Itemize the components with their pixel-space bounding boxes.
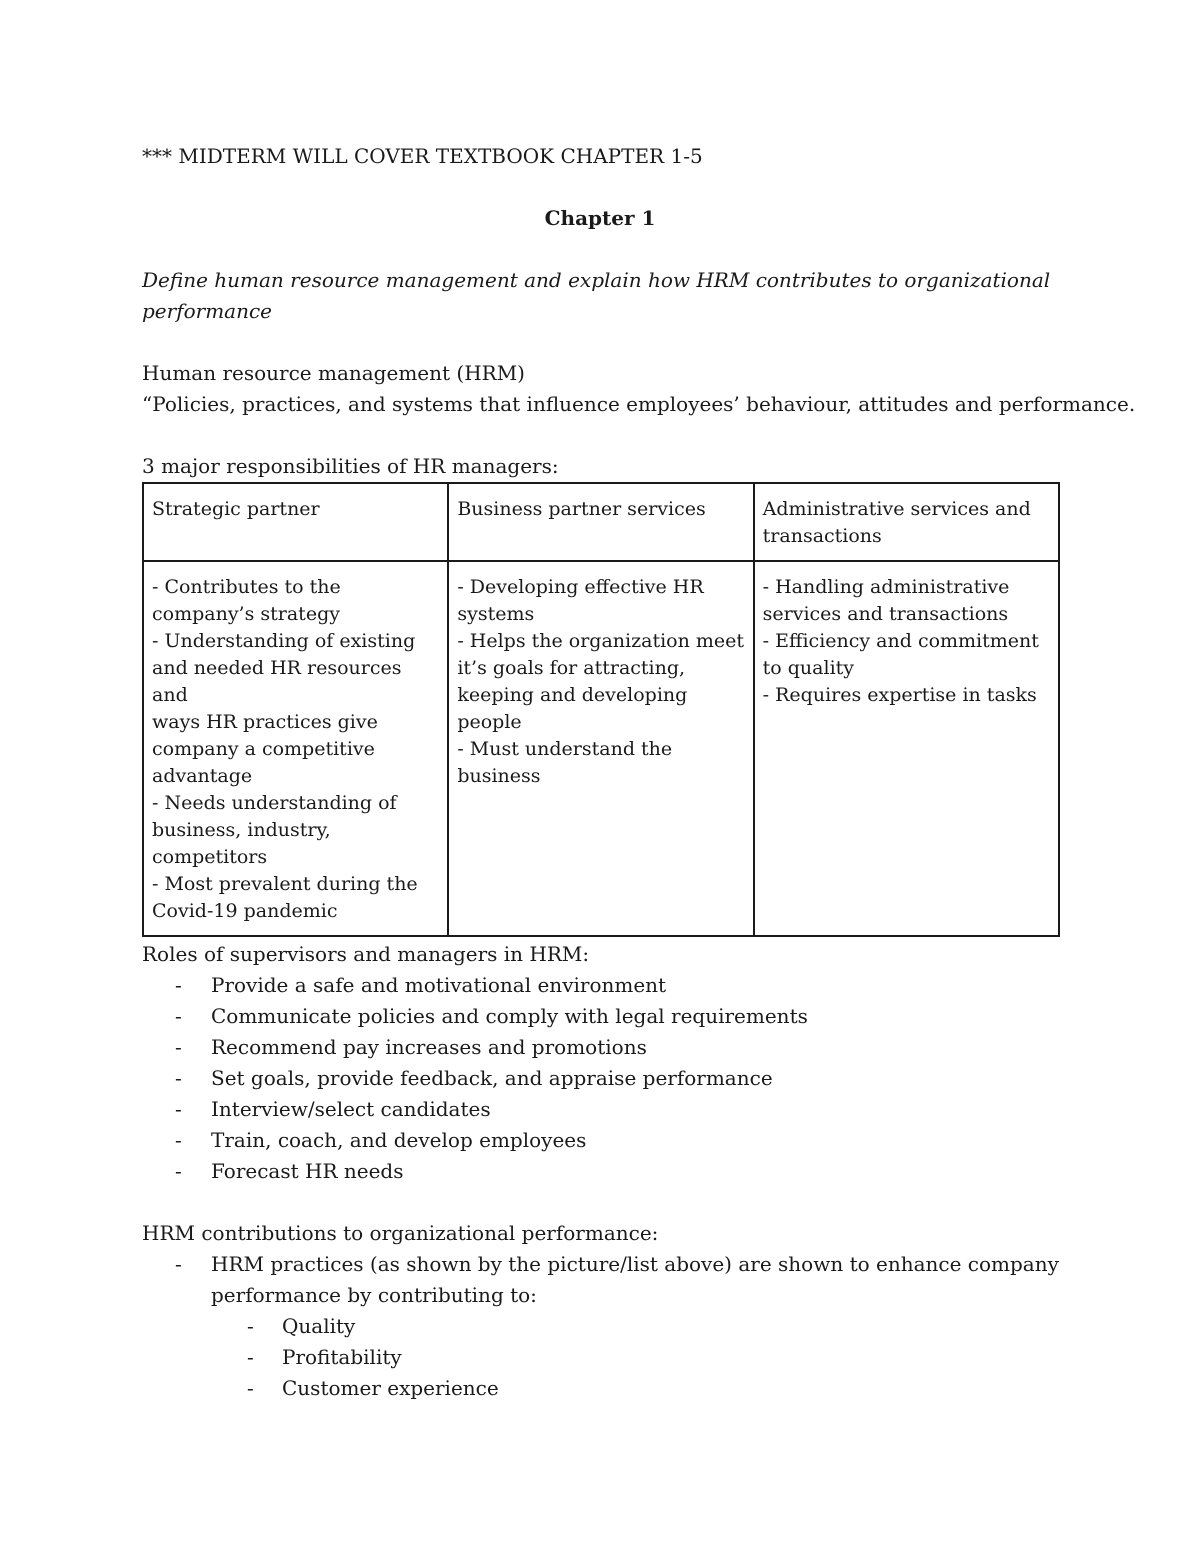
contributions-heading: HRM contributions to organizational performance: (142, 1221, 659, 1245)
list-item: - Interview/select candidates (142, 1094, 808, 1125)
chapter-title: Chapter 1 (544, 206, 656, 230)
roles-list (142, 970, 808, 1187)
list-item: - Customer experience (142, 1373, 499, 1404)
dash-bullet: - (175, 1035, 182, 1059)
list-item: - HRM practices (as shown by the picture/list above) are shown to enhance company (142, 1249, 1059, 1280)
dash-bullet: - (175, 1252, 182, 1276)
cell-strategic-partner: - Contributes to the company’s strategy - Understanding of existing and needed HR resources and ways HR practices give company a competitive advantage - Needs understanding of business, industry, competitors - Most prevalent during the Covid-19 pandemic (143, 561, 448, 936)
header-strategic-partner: Strategic partner (143, 483, 448, 561)
list-item-continuation: performance by contributing to: (211, 1283, 537, 1307)
midterm-note: *** MIDTERM WILL COVER TEXTBOOK CHAPTER 1-5 (142, 144, 703, 168)
objective-line-1: Define human resource management and explain how HRM contributes to organizational (142, 268, 1051, 292)
table-caption: 3 major responsibilities of HR managers: (142, 454, 559, 478)
list-item: - Train, coach, and develop employees (142, 1125, 808, 1156)
header-business-partner-services: Business partner services (448, 483, 753, 561)
dash-bullet: - (247, 1314, 254, 1338)
cell-business-partner-services: - Developing effective HR systems - Helps the organization meet it’s goals for attracting, keeping and developing people - Must understand the business (448, 561, 753, 936)
dash-bullet: - (247, 1376, 254, 1400)
header-administrative-services: Administrative services and transactions (754, 483, 1059, 561)
list-item: - Communicate policies and comply with legal requirements (142, 1001, 808, 1032)
list-item: - Profitability (142, 1342, 499, 1373)
table-body-row (143, 561, 1059, 936)
list-item: - Set goals, provide feedback, and appraise performance (142, 1063, 808, 1094)
dash-bullet: - (175, 1004, 182, 1028)
list-item: - Quality (142, 1311, 499, 1342)
dash-bullet: - (175, 1159, 182, 1183)
responsibilities-table (142, 482, 1060, 937)
roles-heading: Roles of supervisors and managers in HRM: (142, 942, 590, 966)
hrm-definition: “Policies, practices, and systems that influence employees’ behaviour, attitudes and performance. (142, 392, 1136, 416)
hrm-term: Human resource management (HRM) (142, 361, 525, 385)
table-header-row (143, 483, 1059, 561)
objective-line-2: performance (142, 299, 273, 323)
dash-bullet: - (175, 1066, 182, 1090)
dash-bullet: - (175, 973, 182, 997)
dash-bullet: - (247, 1345, 254, 1369)
contributions-list (142, 1249, 1059, 1311)
cell-administrative-services: - Handling administrative services and transactions - Efficiency and commitment to quality - Requires expertise in tasks (754, 561, 1059, 936)
list-item: - Provide a safe and motivational environment (142, 970, 808, 1001)
dash-bullet: - (175, 1128, 182, 1152)
dash-bullet: - (175, 1097, 182, 1121)
contributions-sublist (142, 1311, 499, 1404)
list-item: - Forecast HR needs (142, 1156, 808, 1187)
list-item: - Recommend pay increases and promotions (142, 1032, 808, 1063)
